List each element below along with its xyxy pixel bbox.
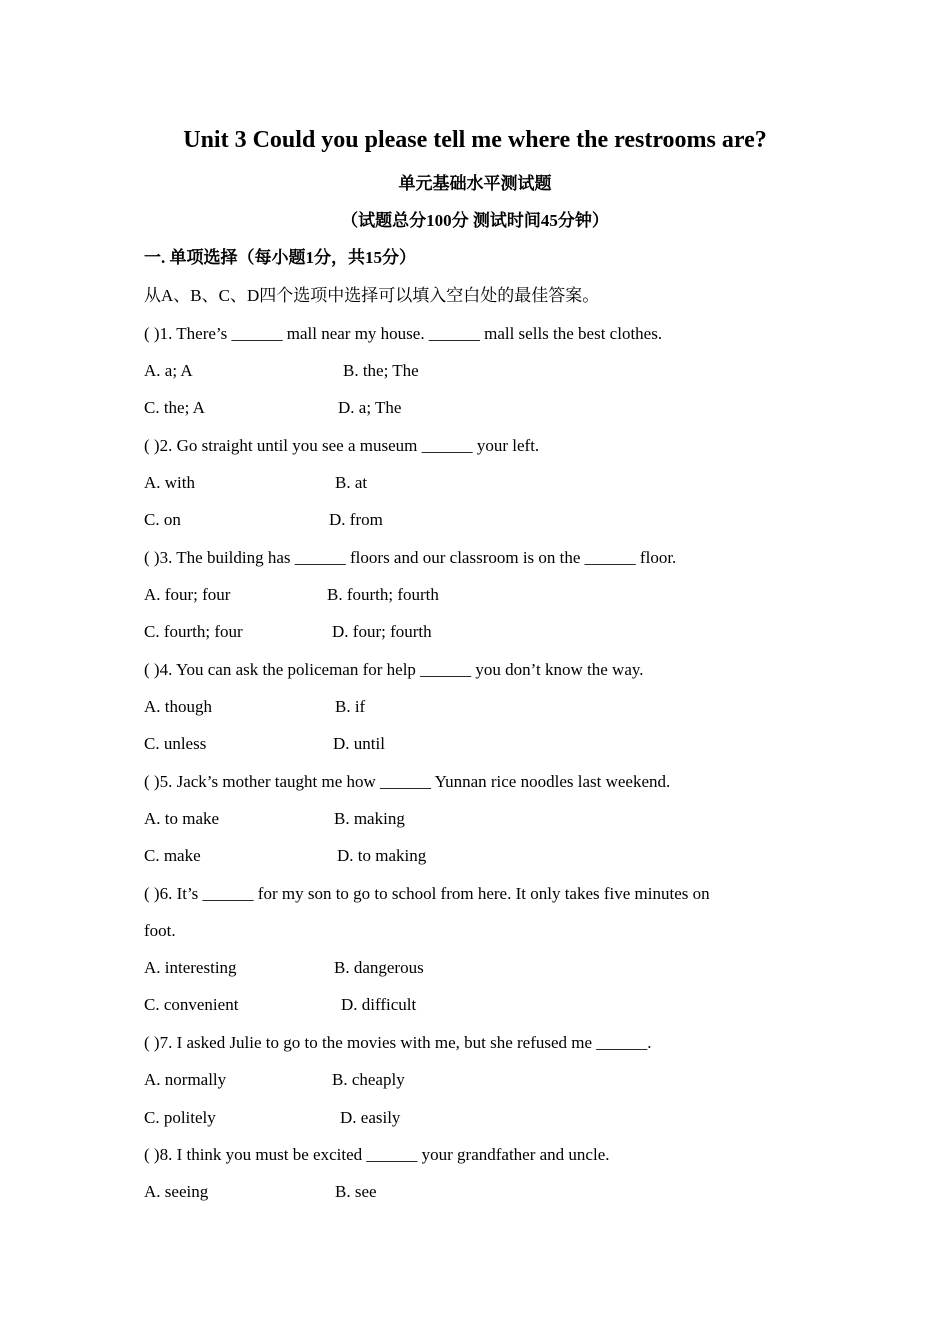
option-a: A. interesting bbox=[144, 958, 237, 977]
option-b: B. the; The bbox=[343, 361, 419, 380]
option-c: C. on bbox=[144, 510, 181, 529]
option-d: D. four; fourth bbox=[332, 622, 432, 641]
option-c: C. politely bbox=[144, 1108, 216, 1127]
option-a: A. to make bbox=[144, 809, 220, 828]
option-a: A. four; four bbox=[144, 585, 231, 604]
option-d: D. until bbox=[333, 734, 385, 753]
option-c: C. unless bbox=[144, 734, 207, 753]
question-stem: ( )7. I asked Julie to go to the movies with me, but she refused me ______. bbox=[144, 1033, 652, 1052]
option-a: A. seeing bbox=[144, 1182, 209, 1201]
document-subtitle: 单元基础水平测试题 bbox=[398, 174, 552, 193]
option-c: C. fourth; four bbox=[144, 622, 243, 641]
document-title: Unit 3 Could you please tell me where the restrooms are? bbox=[183, 127, 767, 153]
option-c: C. make bbox=[144, 846, 201, 865]
option-c: C. the; A bbox=[144, 398, 205, 417]
option-b: B. at bbox=[335, 473, 368, 492]
option-b: B. if bbox=[335, 697, 366, 716]
option-d: D. from bbox=[329, 510, 383, 529]
question-stem: ( )5. Jack’s mother taught me how ______ Yunnan rice noodles last weekend. bbox=[144, 772, 671, 791]
option-d: D. easily bbox=[340, 1108, 401, 1127]
option-b: B. see bbox=[335, 1182, 377, 1201]
exam-info: （试题总分100分 测试时间45分钟） bbox=[341, 211, 609, 230]
question-stem: ( )4. You can ask the policeman for help ______ you don’t know the way. bbox=[144, 660, 644, 679]
question-stem: ( )8. I think you must be excited ______ your grandfather and uncle. bbox=[144, 1145, 610, 1164]
option-b: B. dangerous bbox=[334, 958, 424, 977]
option-c: C. convenient bbox=[144, 995, 239, 1014]
question-stem: ( )6. It’s ______ for my son to go to school from here. It only takes five minutes on bbox=[144, 884, 710, 903]
question-stem: ( )1. There’s ______ mall near my house. ______ mall sells the best clothes. bbox=[144, 324, 663, 343]
option-d: D. difficult bbox=[341, 995, 417, 1014]
option-a: A. a; A bbox=[144, 361, 193, 380]
option-b: B. cheaply bbox=[332, 1070, 405, 1089]
option-b: B. fourth; fourth bbox=[327, 585, 439, 604]
question-stem: ( )3. The building has ______ floors and our classroom is on the ______ floor. bbox=[144, 548, 677, 567]
option-a: A. normally bbox=[144, 1070, 227, 1089]
question-stem: ( )2. Go straight until you see a museum ______ your left. bbox=[144, 436, 540, 455]
option-d: D. a; The bbox=[338, 398, 402, 417]
question-stem-continuation: foot. bbox=[144, 921, 176, 940]
section-heading: 一. 单项选择（每小题1分，共15分） bbox=[144, 248, 416, 267]
option-b: B. making bbox=[334, 809, 405, 828]
option-d: D. to making bbox=[337, 846, 427, 865]
section-instruction: 从A、B、C、D四个选项中选择可以填入空白处的最佳答案。 bbox=[144, 286, 600, 305]
option-a: A. though bbox=[144, 697, 212, 716]
option-a: A. with bbox=[144, 473, 195, 492]
